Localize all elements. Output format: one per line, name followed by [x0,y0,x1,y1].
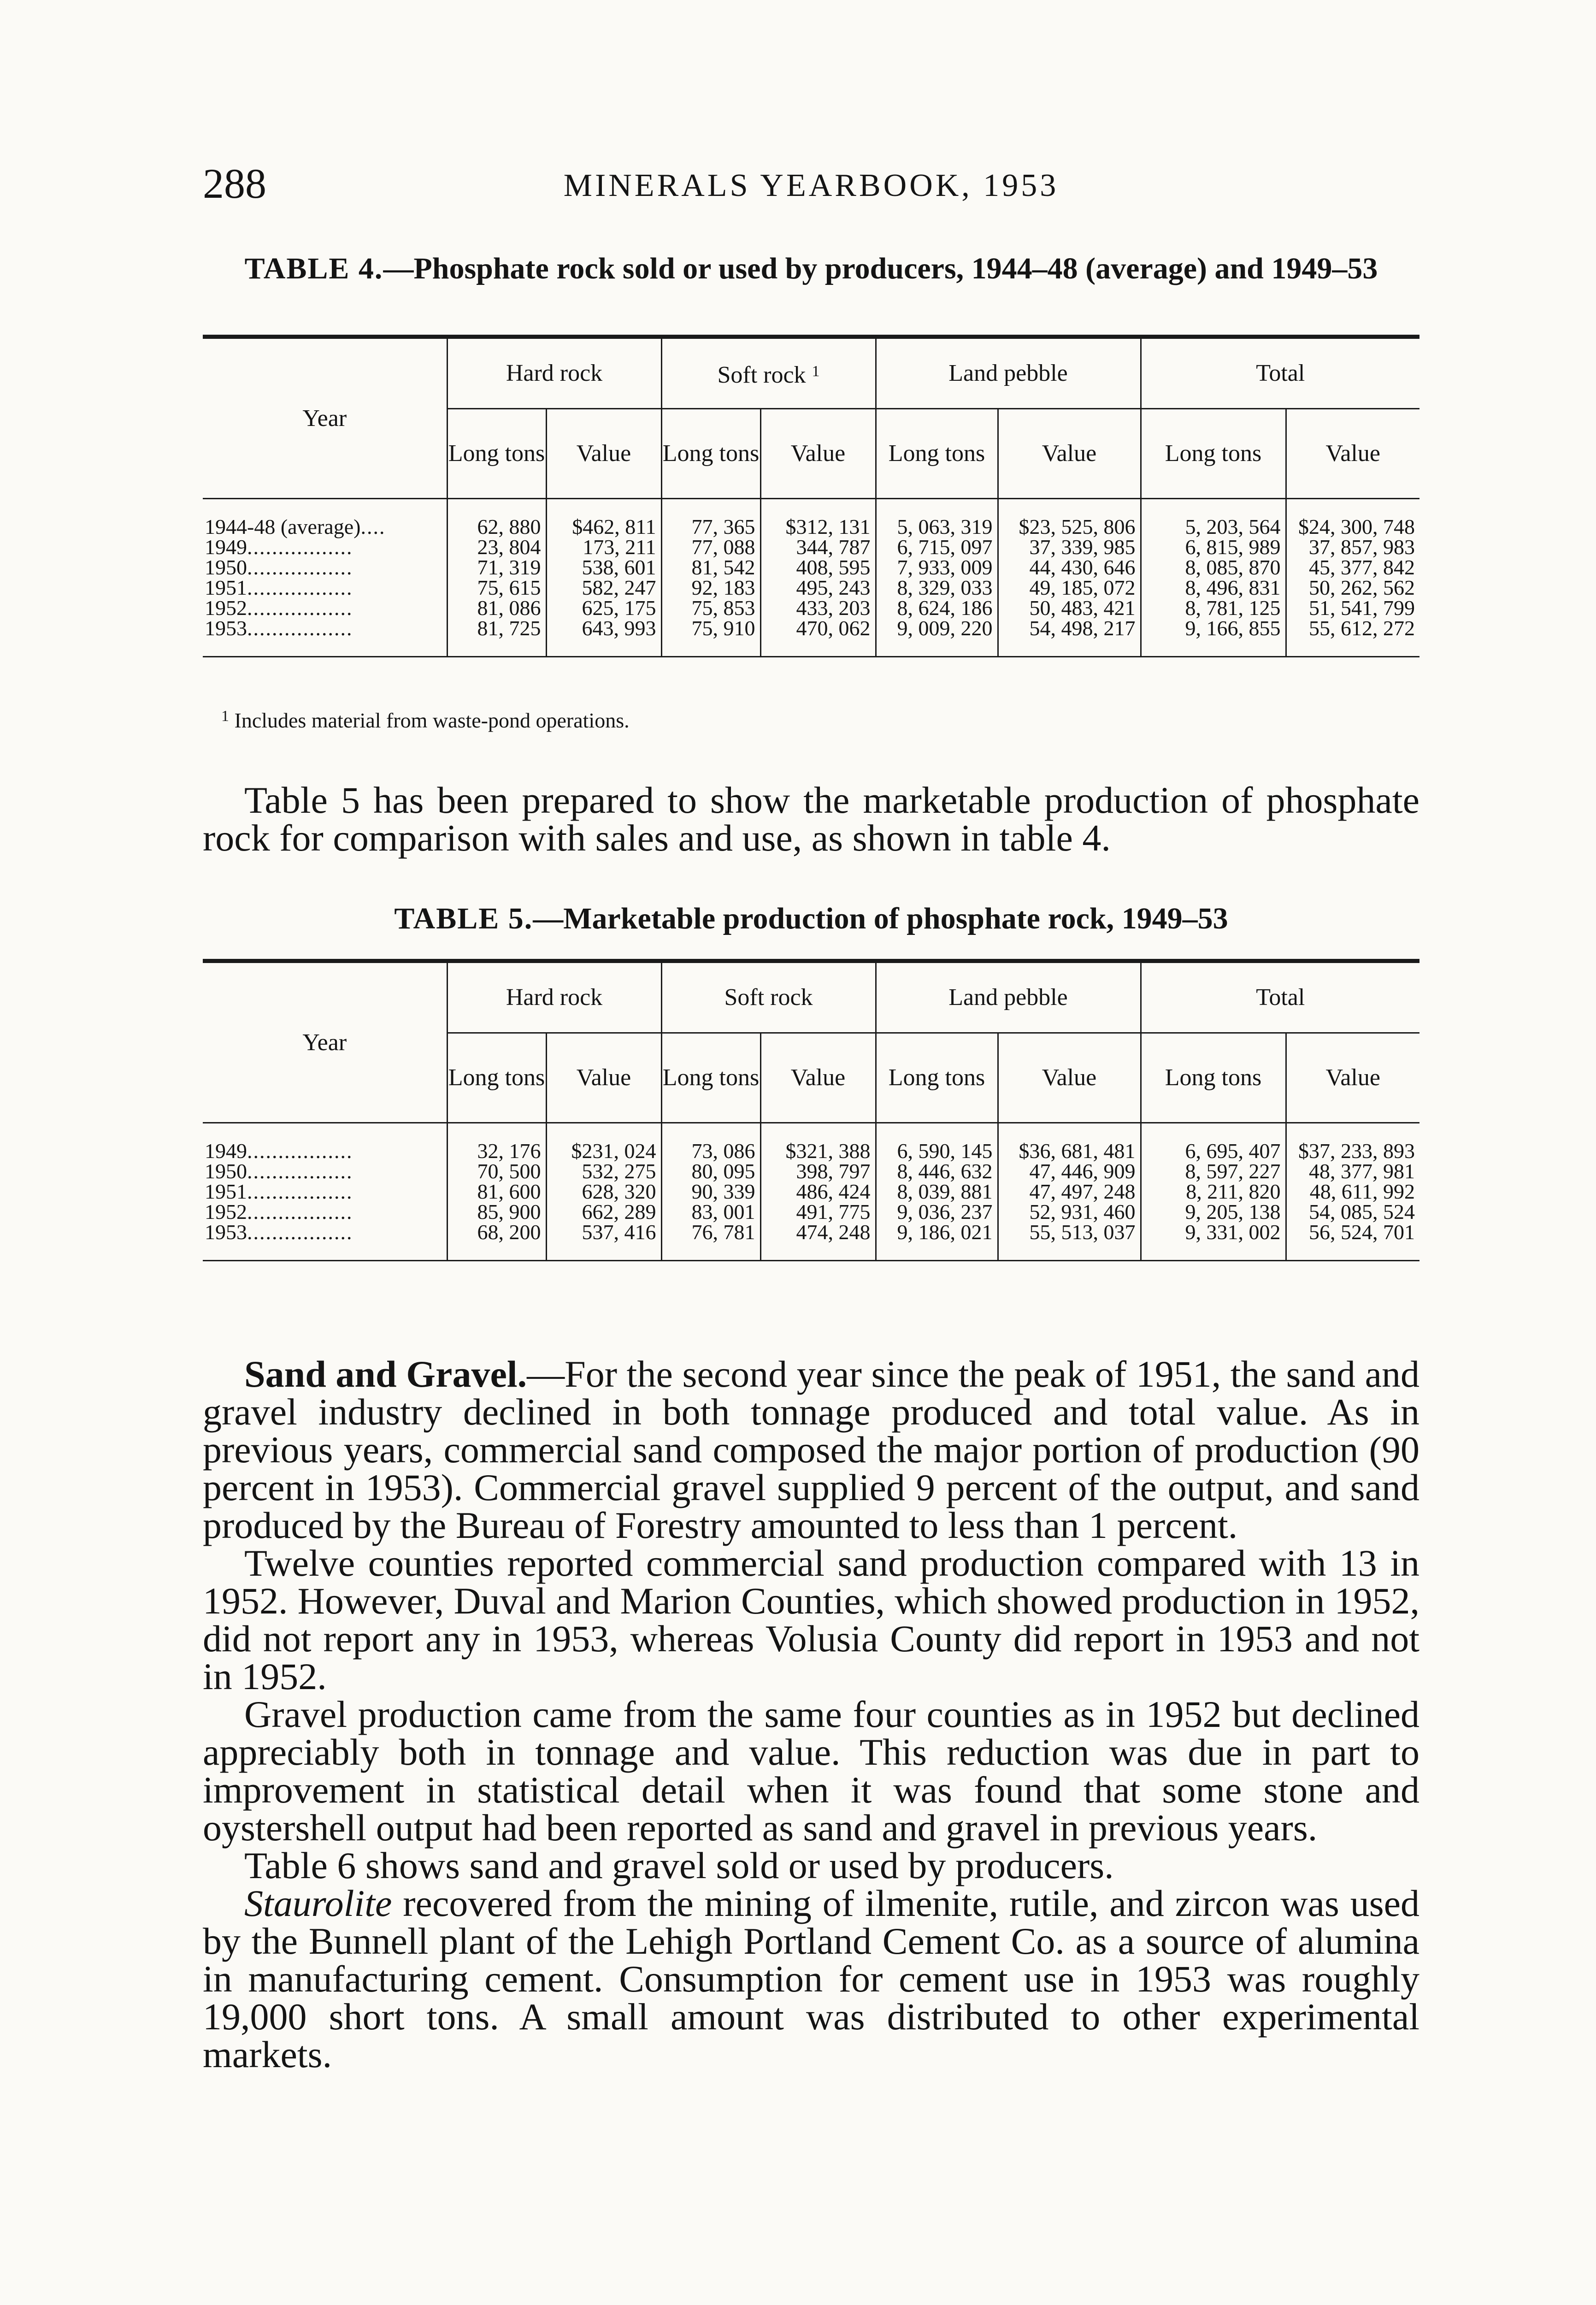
table5-caption [203,901,1419,936]
spacer-cell [998,638,1141,656]
spacer-cell [203,638,447,656]
table-cell: 37, 857, 983 [1286,537,1419,557]
table-cell: 625, 175 [546,598,661,618]
table4-year-header: Year [203,339,447,499]
table-cell: 92, 183 [661,578,760,598]
table-cell: 80, 095 [661,1161,760,1182]
table-cell: 8, 329, 033 [876,578,998,598]
table4-spacer-row [203,638,1419,656]
table-cell: 8, 085, 870 [1141,557,1286,578]
table-cell: 77, 088 [661,537,760,557]
row-year-cell [203,1161,447,1182]
sand-gravel-heading: Sand and Gravel. [244,1353,527,1395]
table-cell: 491, 775 [760,1202,876,1222]
sand-gravel-paragraph-1 [203,1355,1419,1544]
table5-sub-value: Value [760,1033,876,1123]
table-row [203,1141,1419,1161]
spacer-cell [998,1242,1141,1260]
table-cell: 486, 424 [760,1182,876,1202]
table4-group-hard-rock: Hard rock [447,339,661,409]
table-cell: 8, 211, 820 [1141,1182,1286,1202]
spacer-cell [661,1123,760,1141]
row-year: 1953 [205,616,247,640]
table4-sub-value: Value [760,409,876,499]
table-cell: 90, 339 [661,1182,760,1202]
table-cell: 49, 185, 072 [998,578,1141,598]
table-cell: 23, 804 [447,537,546,557]
row-year-cell [203,618,447,638]
table5-bottom-rule [203,1260,1419,1261]
spacer-cell [760,638,876,656]
spacer-cell [447,638,546,656]
table-row [203,578,1419,598]
spacer-cell [998,1123,1141,1141]
table-cell: 68, 200 [447,1222,546,1242]
table-cell: 81, 086 [447,598,546,618]
table4-sub-value: Value [546,409,661,499]
row-year-cell [203,537,447,557]
table-cell: 8, 597, 227 [1141,1161,1286,1182]
row-year-cell [203,557,447,578]
spacer-cell [203,499,447,517]
table-row [203,618,1419,638]
table-row [203,537,1419,557]
table-cell: 47, 446, 909 [998,1161,1141,1182]
row-year: 1950 [205,1159,247,1183]
table-cell: 5, 063, 319 [876,517,998,537]
table-cell: 7, 933, 009 [876,557,998,578]
table5-spacer-row [203,1242,1419,1260]
spacer-cell [876,1242,998,1260]
table4-soft-rock-label: Soft rock [717,362,806,388]
table-cell: 470, 062 [760,618,876,638]
table-cell: 71, 319 [447,557,546,578]
spacer-cell [760,1242,876,1260]
row-year-cell [203,1202,447,1222]
table-cell: 8, 446, 632 [876,1161,998,1182]
spacer-cell [546,499,661,517]
spacer-cell [760,499,876,517]
table-row [203,1182,1419,1202]
staurolite-text: recovered from the mining of ilmenite, rutile, and zircon was used by the Bunnell plant of the Lehigh Portland Cement Co. as a source of alumina in manufacturing cement. Consumption for cement use in 1953 was roughly 19,000 short tons. A small amount was distributed to other experimental markets. [203,1882,1419,2075]
table5-sub-long-tons: Long tons [876,1033,998,1123]
table4-body [203,499,1419,656]
row-leader-dots: ................. [247,1159,353,1183]
table-cell: 643, 993 [546,618,661,638]
table4-label: TABLE 4. [244,252,383,285]
spacer-cell [203,1123,447,1141]
table5 [203,959,1419,1261]
table-cell: $23, 525, 806 [998,517,1141,537]
table4 [203,335,1419,657]
table4-sub-value: Value [1286,409,1419,499]
spacer-cell [876,499,998,517]
table-cell: 8, 624, 186 [876,598,998,618]
staurolite-term: Staurolite [244,1882,392,1924]
page-number: 288 [203,160,266,207]
table-cell: 9, 331, 002 [1141,1222,1286,1242]
table4-soft-rock-note: 1 [812,363,820,380]
spacer-cell [1141,1242,1286,1260]
row-leader-dots: ................. [247,1200,353,1223]
table-cell: 532, 275 [546,1161,661,1182]
table-cell: 77, 365 [661,517,760,537]
table-cell: 8, 781, 125 [1141,598,1286,618]
spacer-cell [447,1242,546,1260]
table-cell: 6, 715, 097 [876,537,998,557]
table4-group-land-pebble: Land pebble [876,339,1141,409]
table-cell: 45, 377, 842 [1286,557,1419,578]
row-year: 1949 [205,1139,247,1163]
row-leader-dots: ................. [247,1139,353,1163]
table5-group-soft-rock: Soft rock [661,963,876,1033]
table-cell: 44, 430, 646 [998,557,1141,578]
table-cell: 173, 211 [546,537,661,557]
spacer-cell [546,638,661,656]
table4-footnote [221,708,630,733]
spacer-cell [998,499,1141,517]
row-leader-dots: ................. [247,576,353,599]
table5-group-hard-rock: Hard rock [447,963,661,1033]
table5-grid [203,963,1419,1260]
table-cell: 32, 176 [447,1141,546,1161]
table-cell: $36, 681, 481 [998,1141,1141,1161]
sand-gravel-section [203,1355,1419,2074]
footnote-mark: 1 [221,708,229,725]
table-cell: 6, 590, 145 [876,1141,998,1161]
spacer-cell [876,1123,998,1141]
table-cell: 628, 320 [546,1182,661,1202]
spacer-cell [447,499,546,517]
table4-sub-long-tons: Long tons [876,409,998,499]
table-cell: 55, 612, 272 [1286,618,1419,638]
table-cell: 474, 248 [760,1222,876,1242]
table-cell: 9, 205, 138 [1141,1202,1286,1222]
sand-gravel-paragraph-2: Twelve counties reported commercial sand production compared with 13 in 1952. However, Duval and Marion Counties, which showed production in 1952, did not report any in 1953, whereas Volusia County did report in 1953 and not in 1952. [203,1542,1419,1697]
table-cell: $321, 388 [760,1141,876,1161]
table-cell: 55, 513, 037 [998,1222,1141,1242]
table5-sub-long-tons: Long tons [447,1033,546,1123]
table-cell: 81, 542 [661,557,760,578]
table5-sub-long-tons: Long tons [1141,1033,1286,1123]
row-year: 1951 [205,1180,247,1203]
table4-sub-long-tons: Long tons [661,409,760,499]
table-row [203,1222,1419,1242]
table4-sub-value: Value [998,409,1141,499]
table4-sub-long-tons: Long tons [1141,409,1286,499]
table5-year-header: Year [203,963,447,1123]
table4-caption [203,251,1419,286]
row-year: 1944-48 (average) [205,515,361,538]
table-cell: 70, 500 [447,1161,546,1182]
table-row [203,598,1419,618]
sand-gravel-p1-text: —For the second year since the peak of 1951, the sand and gravel industry declined in both tonnage produced and total value. As in previous years, commercial sand composed the major portion of production (90 percent in 1953). Commercial gravel supplied 9 percent of the output, and sand produced by the Bureau of Forestry amounted to less than 1 percent. [203,1353,1419,1546]
table-cell: 56, 524, 701 [1286,1222,1419,1242]
table-cell: 5, 203, 564 [1141,517,1286,537]
table-cell: 75, 615 [447,578,546,598]
table-row [203,517,1419,537]
table4-spacer-row [203,499,1419,517]
spacer-cell [876,638,998,656]
row-year-cell [203,1141,447,1161]
table-cell: 6, 815, 989 [1141,537,1286,557]
spacer-cell [546,1123,661,1141]
table-cell: 52, 931, 460 [998,1202,1141,1222]
row-year-cell [203,517,447,537]
table4-group-total: Total [1141,339,1419,409]
sand-gravel-paragraph-4: Table 6 shows sand and gravel sold or used by producers. [244,1844,1114,1886]
table-cell: 6, 695, 407 [1141,1141,1286,1161]
spacer-cell [447,1123,546,1141]
table-cell: 662, 289 [546,1202,661,1222]
table-cell: $24, 300, 748 [1286,517,1419,537]
intro-text [203,781,1419,857]
spacer-cell [661,638,760,656]
table-cell: 73, 086 [661,1141,760,1161]
table-cell: 81, 600 [447,1182,546,1202]
spacer-cell [546,1242,661,1260]
table5-group-total: Total [1141,963,1419,1033]
table-cell: 537, 416 [546,1222,661,1242]
table-cell: 83, 001 [661,1202,760,1222]
table-cell: 51, 541, 799 [1286,598,1419,618]
row-year: 1951 [205,576,247,599]
table-cell: $37, 233, 893 [1286,1141,1419,1161]
table-cell: 398, 797 [760,1161,876,1182]
row-year: 1952 [205,1200,247,1223]
row-year-cell [203,1222,447,1242]
row-leader-dots: ................. [247,1180,353,1203]
table-cell: $462, 811 [546,517,661,537]
table-cell: 50, 483, 421 [998,598,1141,618]
table-row [203,1202,1419,1222]
table4-sub-long-tons: Long tons [447,409,546,499]
table-cell: 76, 781 [661,1222,760,1242]
spacer-cell [1286,1242,1419,1260]
sand-gravel-paragraph-3: Gravel production came from the same four counties as in 1952 but declined appreciably both in tonnage and value. This reduction was due in part to improvement in statistical detail when it was found that some stone and oystershell output had been reported as sand and gravel in previous years. [203,1693,1419,1849]
table5-body [203,1123,1419,1260]
table5-sub-value: Value [546,1033,661,1123]
row-year: 1950 [205,556,247,579]
running-head [203,159,1419,210]
spacer-cell [760,1123,876,1141]
running-title: MINERALS YEARBOOK, 1953 [563,168,1059,203]
table-cell: 9, 036, 237 [876,1202,998,1222]
spacer-cell [1141,1123,1286,1141]
table-cell: 9, 009, 220 [876,618,998,638]
spacer-cell [661,1242,760,1260]
table-row [203,1161,1419,1182]
table-cell: $312, 131 [760,517,876,537]
table-cell: 75, 853 [661,598,760,618]
table4-top-rule [203,335,1419,339]
table-cell: 48, 377, 981 [1286,1161,1419,1182]
table-cell: 37, 339, 985 [998,537,1141,557]
table4-title: —Phosphate rock sold or used by producers, 1944–48 (average) and 1949–53 [383,252,1378,285]
row-year-cell [203,578,447,598]
table5-sub-value: Value [1286,1033,1419,1123]
table5-sub-value: Value [998,1033,1141,1123]
row-year-cell [203,598,447,618]
row-leader-dots: .... [360,515,386,538]
table-row [203,557,1419,578]
row-leader-dots: ................. [247,596,353,620]
row-year: 1949 [205,535,247,559]
table5-group-land-pebble: Land pebble [876,963,1141,1033]
table-cell: 8, 496, 831 [1141,578,1286,598]
table5-sub-long-tons: Long tons [661,1033,760,1123]
row-leader-dots: ................. [247,535,353,559]
footnote-text: Includes material from waste-pond operations. [234,709,630,732]
table-cell: 54, 085, 524 [1286,1202,1419,1222]
table-cell: 344, 787 [760,537,876,557]
table-cell: $231, 024 [546,1141,661,1161]
spacer-cell [1141,638,1286,656]
table-cell: 85, 900 [447,1202,546,1222]
row-year-cell [203,1182,447,1202]
table-cell: 8, 039, 881 [876,1182,998,1202]
table-cell: 48, 611, 992 [1286,1182,1419,1202]
staurolite-paragraph [203,1882,1419,2075]
row-leader-dots: ................. [247,556,353,579]
row-year: 1952 [205,596,247,620]
table-cell: 9, 166, 855 [1141,618,1286,638]
table-cell: 9, 186, 021 [876,1222,998,1242]
table-cell: 538, 601 [546,557,661,578]
table5-label: TABLE 5. [394,902,533,935]
spacer-cell [1141,499,1286,517]
spacer-cell [1286,638,1419,656]
table5-title: —Marketable production of phosphate rock, 1949–53 [533,902,1228,935]
table-cell: 54, 498, 217 [998,618,1141,638]
intro-paragraph: Table 5 has been prepared to show the marketable production of phosphate rock for comparison with sales and use, as shown in table 4. [203,779,1419,859]
table5-spacer-row [203,1123,1419,1141]
row-leader-dots: ................. [247,1220,353,1244]
table-cell: 50, 262, 562 [1286,578,1419,598]
spacer-cell [1286,499,1419,517]
table-cell: 47, 497, 248 [998,1182,1141,1202]
table-cell: 408, 595 [760,557,876,578]
table-cell: 75, 910 [661,618,760,638]
spacer-cell [1286,1123,1419,1141]
table4-bottom-rule [203,656,1419,657]
row-year: 1953 [205,1220,247,1244]
table4-grid [203,339,1419,656]
table5-top-rule [203,959,1419,963]
table-cell: 62, 880 [447,517,546,537]
spacer-cell [203,1242,447,1260]
row-leader-dots: ................. [247,616,353,640]
table4-group-soft-rock [661,339,876,409]
table-cell: 495, 243 [760,578,876,598]
table-cell: 81, 725 [447,618,546,638]
table-cell: 582, 247 [546,578,661,598]
table-cell: 433, 203 [760,598,876,618]
spacer-cell [661,499,760,517]
